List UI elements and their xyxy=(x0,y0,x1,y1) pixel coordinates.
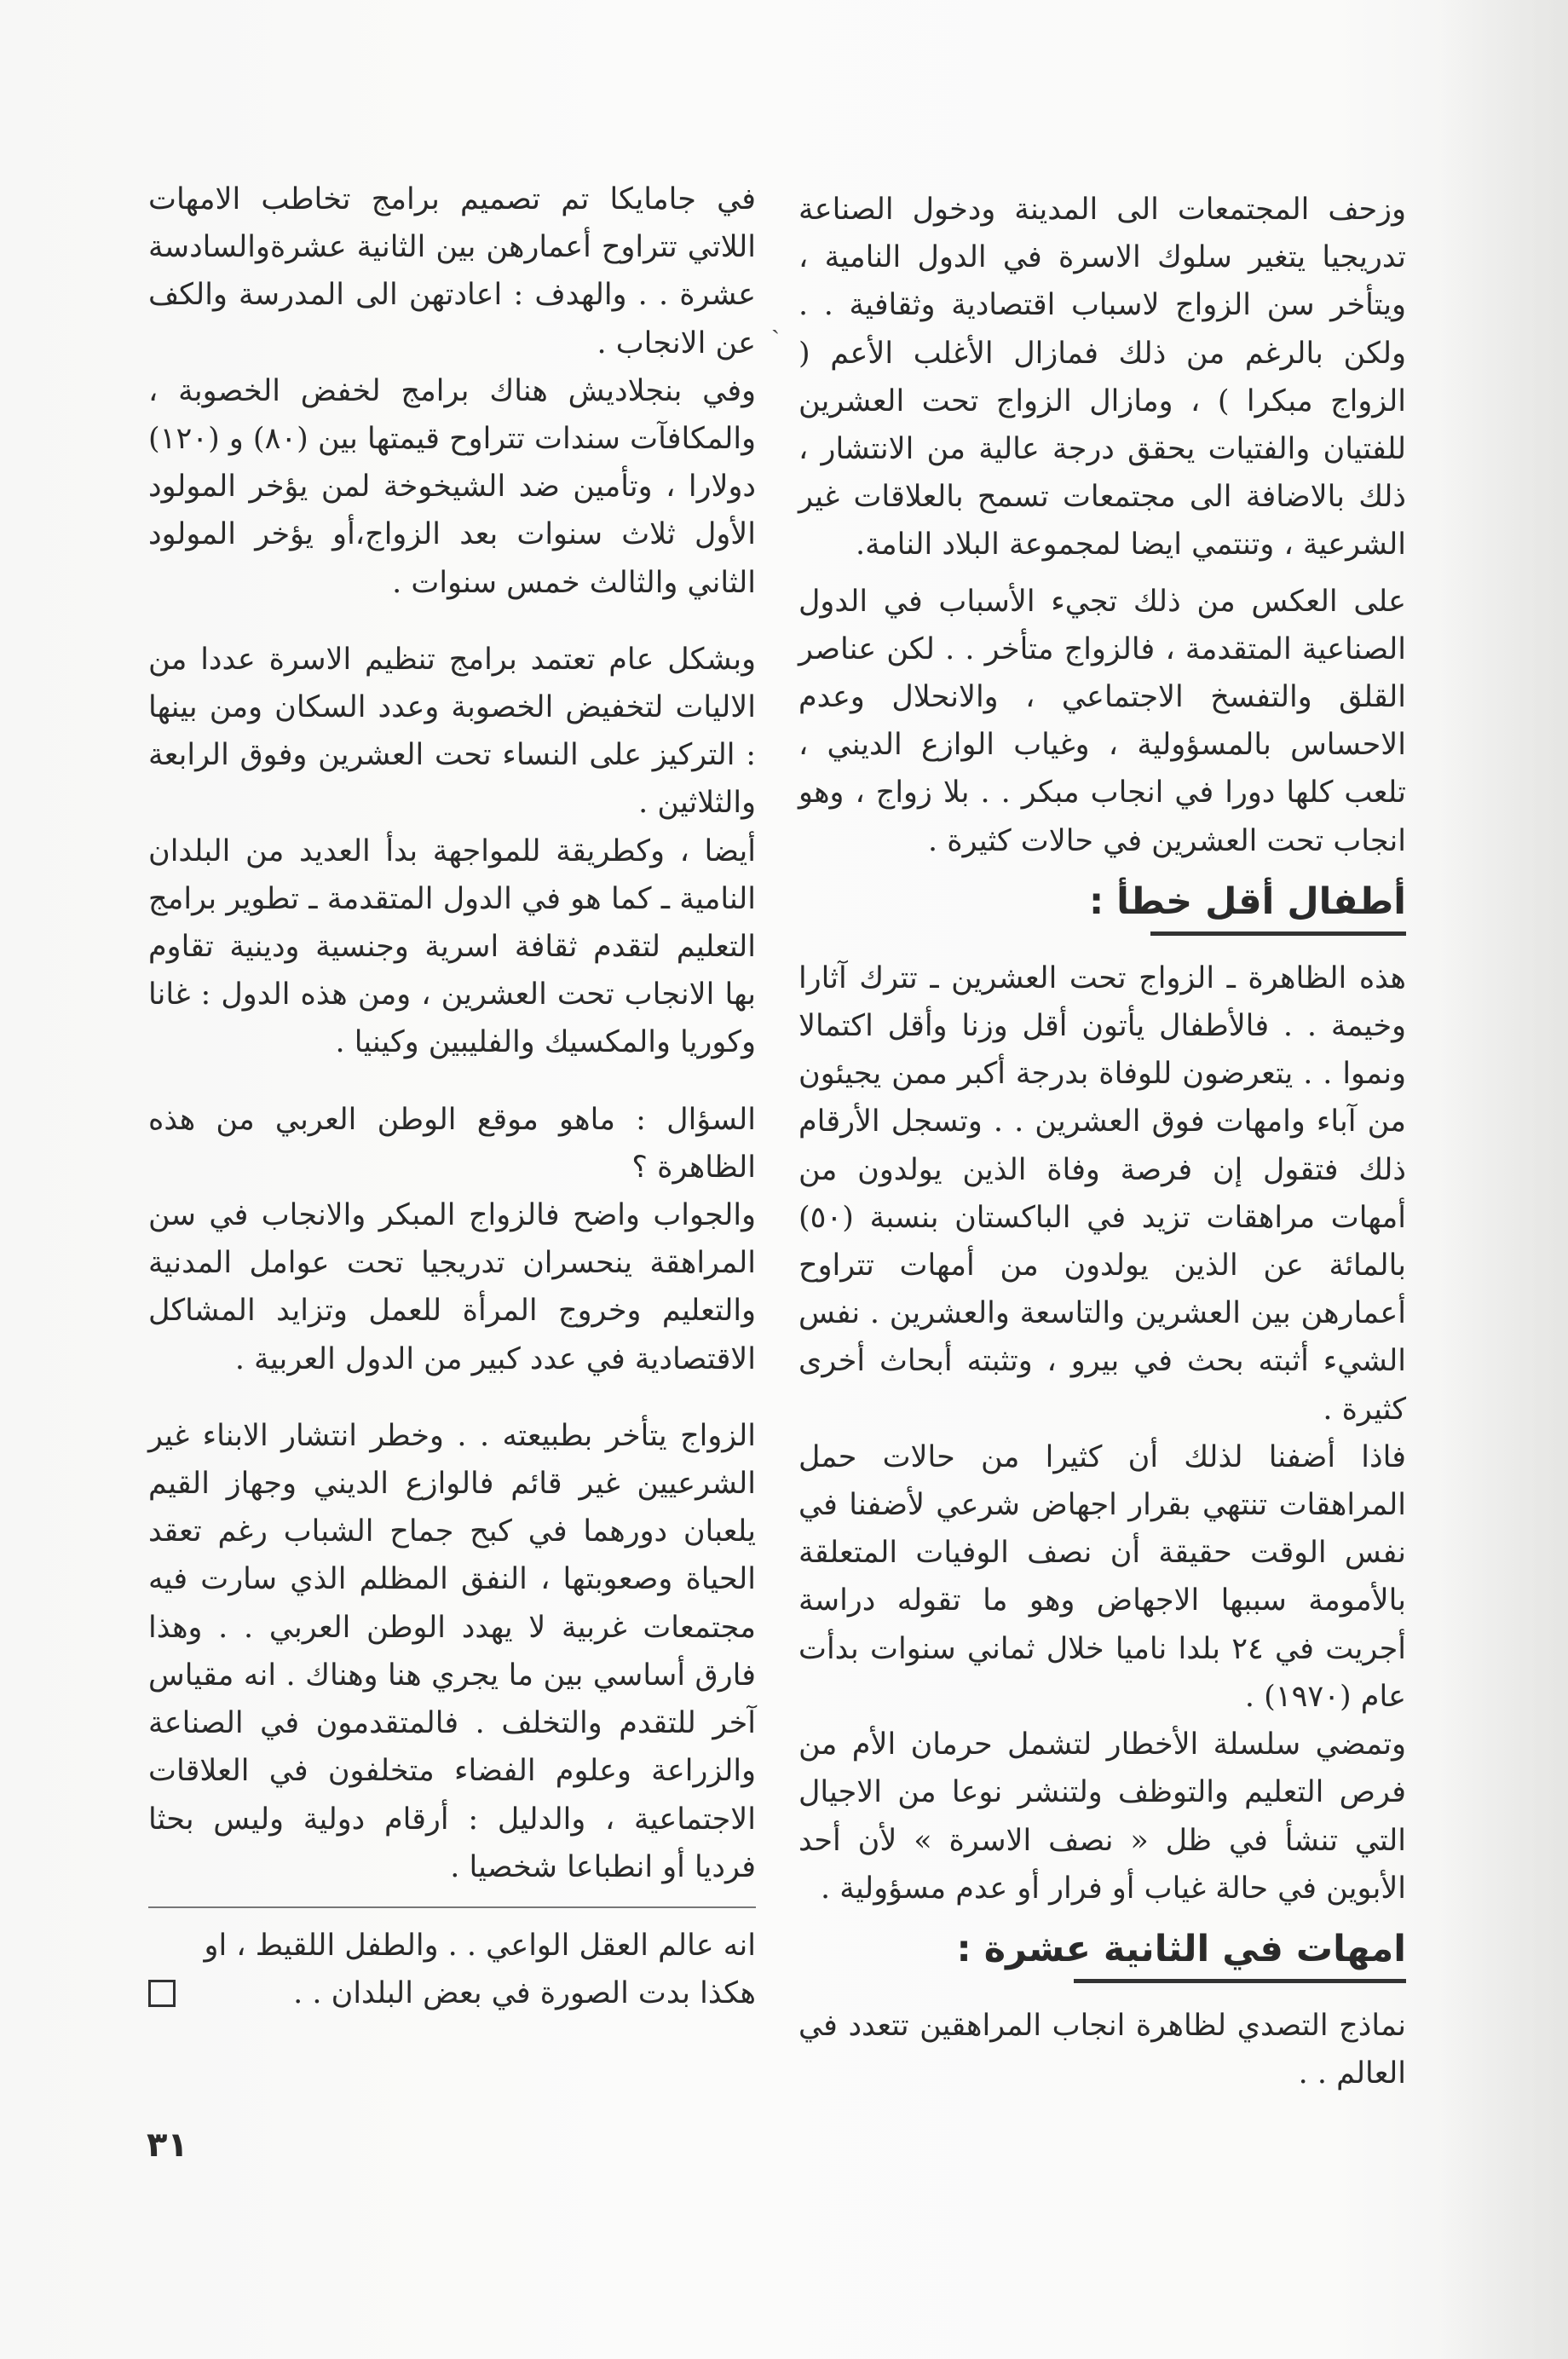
paragraph: نماذج التصدي لظاهرة انجاب المراهقين تتعدد في العالم . . xyxy=(798,2008,1406,2091)
paragraph: أيضا ، وكطريقة للمواجهة بدأ العديد من البلدان النامية ـ كما هو في الدول المتقدمة ـ تطوير برامج التعليم لتقدم ثقافة اسرية وجنسية ودينية تقاوم بها الانجاب تحت العشرين ، ومن هذه الدول : غانا وكوريا والمكسيك والفليبين وكينيا . xyxy=(148,833,756,1060)
closing-line xyxy=(148,1970,756,2017)
paragraph: على العكس من ذلك تجيء الأسباب في الدول الصناعية المتقدمة ، فالزواج متأخر . . لكن عناصر القلق والتفسخ الاجتماعي ، والانحلال وعدم الاحساس بالمسؤولية ، وغياب الوازع الديني ، تلعب كلها دورا في انجاب مبكر . . بلا زواج ، وهو انجاب تحت العشرين في حالات كثيرة . xyxy=(798,584,1406,858)
end-of-article-box-icon xyxy=(148,1980,176,2007)
heading-underline xyxy=(1074,1979,1406,1983)
paragraph: الزواج يتأخر بطبيعته . . وخطر انتشار الابناء غير الشرعيين غير قائم فالوازع الديني وجهاز القيم يلعبان دورهما في كبح جماح الشباب رغم تعقد الحياة وصعوبتها ، النفق المظلم الذي سارت فيه مجتمعات غربية لا يهدد الوطن العربي . . وهذا فارق أساسي بين ما يجري هنا وهناك . انه مقياس آخر للتقدم والتخلف . فالمتقدمون في الصناعة والزراعة وعلوم الفضاء متخلفون في العلاقات الاجتماعية ، والدليل : أرقام دولية وليس بحثا فرديا أو انطباعا شخصيا . xyxy=(148,1418,756,1884)
paragraph: وبشكل عام تعتمد برامج تنظيم الاسرة عددا من الاليات لتخفيض الخصوبة وعدد السكان ومن بينها : التركيز على النساء تحت العشرين وفوق الرابعة والثلاثين . xyxy=(148,642,756,821)
section-heading: أطفال أقل خطأ : xyxy=(1088,880,1406,923)
paragraph-end: هكذا بدت الصورة في بعض البلدان . . xyxy=(293,1976,756,2011)
paragraph: هذه الظاهرة ـ الزواج تحت العشرين ـ تترك آثارا وخيمة . . فالأطفال يأتون أقل وزنا وأقل اكتمالا ونموا . . يتعرضون للوفاة بدرجة أكبر ممن يجيئون من آباء وامهات فوق العشرين . . وتسجل الأرقام ذلك فتقول إن فرصة وفاة الذين يولدون من أمهات مراهقات تزيد في الباكستان بنسبة (٥٠) بالمائة عن الذين يولدون من أمهات تتراوح أعمارهن بين العشرين والتاسعة والعشرين . نفس الشيء أثبته بحث في بيرو ، وتثبته أبحاث أخرى كثيرة . xyxy=(798,960,1406,1427)
paragraph: وتمضي سلسلة الأخطار لتشمل حرمان الأم من فرص التعليم والتوظف ولتنشر نوعا من الاجيال التي تنشأ في ظل « نصف الاسرة » لأن أحد الأبوين في حالة غياب أو فرار أو عدم مسؤولية . xyxy=(798,1727,1406,1906)
section-heading: امهات في الثانية عشرة : xyxy=(956,1927,1406,1970)
page-number: ٣١ xyxy=(147,2125,188,2165)
paragraph: وزحف المجتمعات الى المدينة ودخول الصناعة تدريجيا يتغير سلوك الاسرة في الدول النامية ، ويتأخر سن الزواج لاسباب اقتصادية وثقافية . . ولكن بالرغم من ذلك فمازال الأغلب الأعم ( الزواج مبكرا ) ، ومازال الزواج تحت العشرين للفتيان والفتيات يحقق درجة عالية من الانتشار ، ذلك بالاضافة الى مجتمعات تسمح بالعلاقات غير الشرعية ، وتنتمي ايضا لمجموعة البلاد النامة. xyxy=(798,193,1406,562)
left-column xyxy=(148,176,756,2017)
page-edge-shadow xyxy=(1440,0,1568,2359)
paragraph: وفي بنجلاديش هناك برامج لخفض الخصوبة ، والمكافآت سندات تتراوح قيمتها بين (٨٠) و (١٢٠) دولارا ، وتأمين ضد الشيخوخة لمن يؤخر المولود الأول ثلاث سنوات بعد الزواج،أو يؤخر المولود الثاني والثالث خمس سنوات . xyxy=(148,373,756,600)
paragraph: فاذا أضفنا لذلك أن كثيرا من حالات حمل المراهقات تنتهي بقرار اجهاض شرعي لأضفنا في نفس الوقت حقيقة أن نصف الوفيات المتعلقة بالأمومة سببها الاجهاض وهو ما تقوله دراسة أجريت في ٢٤ بلدا ناميا خلال ثماني سنوات بدأت عام (١٩٧٠) . xyxy=(798,1439,1406,1714)
paragraph: السؤال : ماهو موقع الوطن العربي من هذه الظاهرة ؟ xyxy=(148,1102,756,1185)
column-separator xyxy=(148,1906,756,1908)
heading-underline xyxy=(1150,931,1406,936)
paragraph: والجواب واضح فالزواج المبكر والانجاب في سن المراهقة ينحسران تدريجيا تحت عوامل المدنية والتعليم وخروج المرأة للعمل وتزايد المشاكل الاقتصادية في عدد كبير من الدول العربية . xyxy=(148,1198,756,1376)
stray-mark: ˎ xyxy=(771,305,780,335)
paragraph: انه عالم العقل الواعي . . والطفل اللقيط ، او xyxy=(204,1928,756,1963)
paragraph: في جامايكا تم تصميم برامج تخاطب الامهات اللاتي تتراوح أعمارهن بين الثانية عشرةوالسادسة عشرة . . والهدف : اعادتهن الى المدرسة والكف عن الانجاب . xyxy=(148,182,756,360)
right-column xyxy=(798,186,1406,2097)
